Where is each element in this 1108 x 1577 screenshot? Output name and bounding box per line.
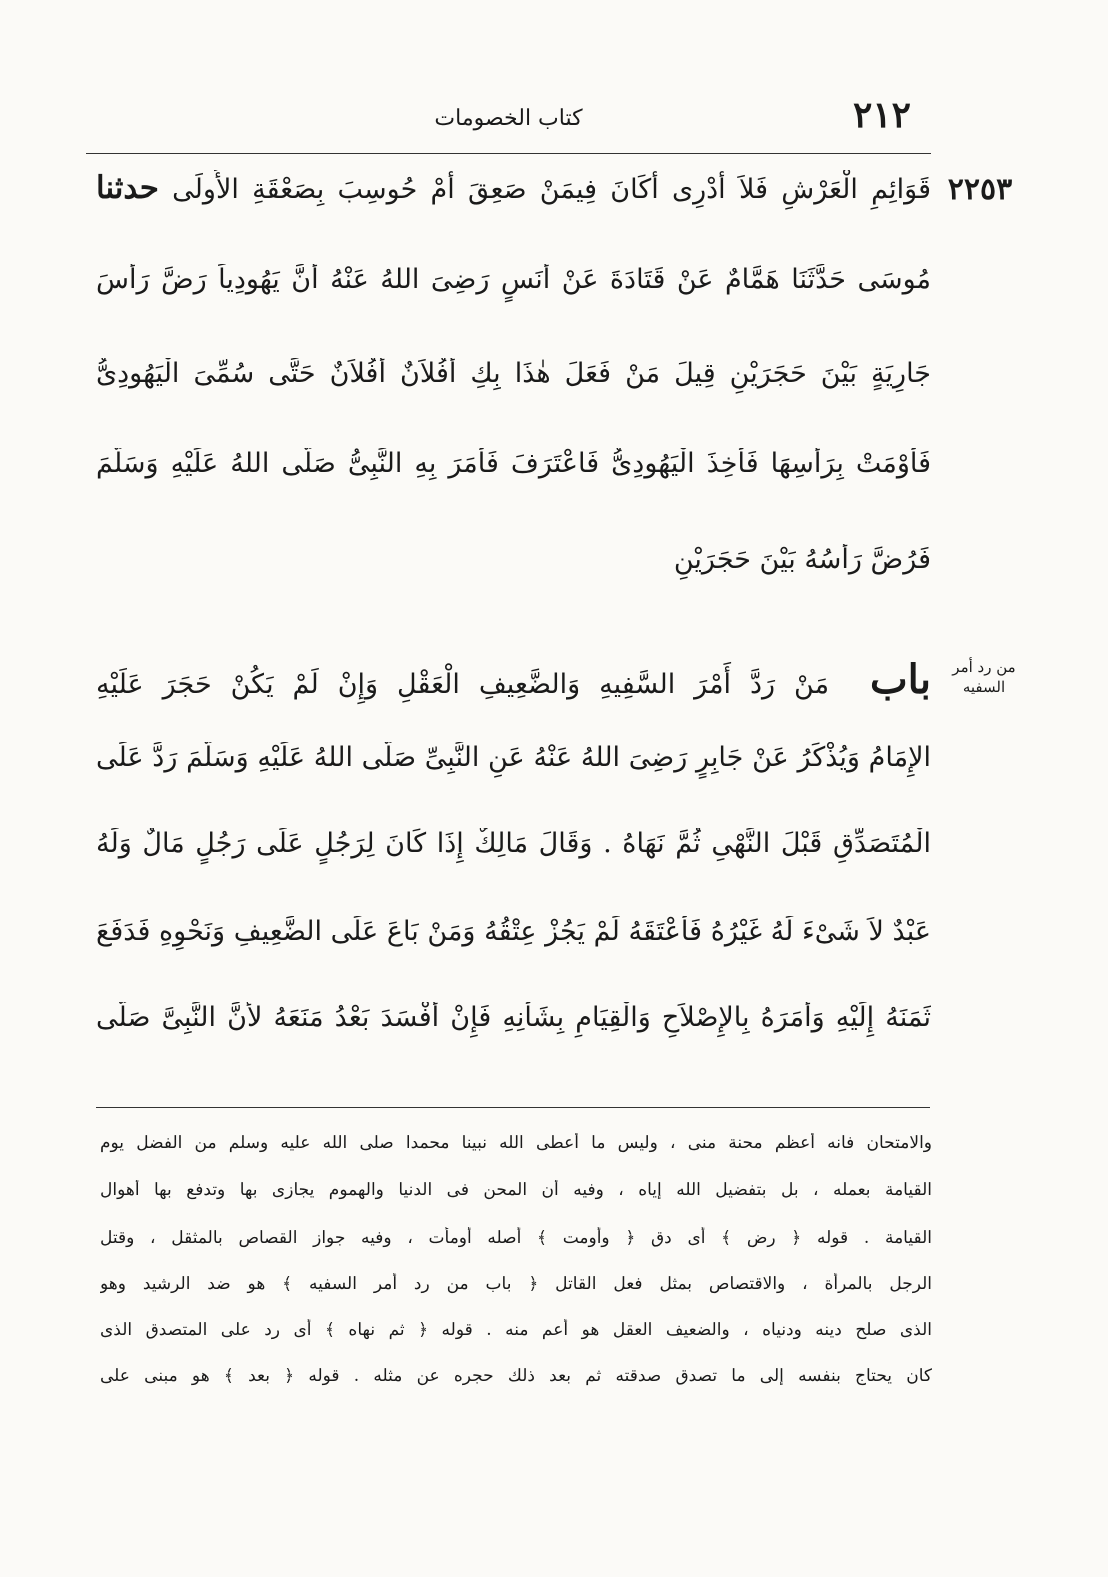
haddathana-marker: حدثنا (96, 170, 159, 206)
bab-line-text: مَنْ رَدَّ أَمْرَ السَّفِيهِ وَالضَّعِيفِ الْعَقْلِ وَإِنْ لَمْ يَكُنْ حَجَرَ عَلَيْهِ (96, 669, 830, 700)
hadith-line: فَأَوْمَتْ بِرَأْسِهَا فَأُخِذَ الْيَهُودِىُّ فَاعْتَرَفَ فَأَمَرَ بِهِ النَّبِىُّ صَلَّى اللهُ عَلَيْهِ وَسَلَّمَ (96, 448, 931, 479)
running-title: كتاب الخصومات (434, 106, 583, 131)
hadith-line: فَرُضَّ رَأْسُهُ بَيْنَ حَجَرَيْنِ (673, 544, 931, 575)
page-number: ٢١٢ (852, 94, 911, 136)
footnote-line: كان يحتاج بنفسه إلى ما تصدق صدقته ثم بعد ذلك حجره عن مثله . قوله ﴿ بعد ﴾ هو مبنى على (100, 1366, 932, 1386)
bab-line (96, 656, 931, 712)
footnote-line: والامتحان فانه أعظم محنة منى ، وليس ما أعطى الله نبينا محمدا صلى الله عليه وسلم من الفضل يوم (100, 1133, 932, 1153)
bab-line: عَبْدٌ لاَ شَىْءَ لَهُ غَيْرُهُ فَأَعْتَقَهُ لَمْ يَجُزْ عِتْقُهُ وَمَنْ بَاعَ عَلَى الضَّعِيفِ وَنَحْوِهِ فَدَفَعَ (96, 916, 931, 947)
bab-line: ثَمَنَهُ إِلَيْهِ وَأَمَرَهُ بِالإِصْلاَحِ وَالْقِيَامِ بِشَأْنِهِ فَإِنْ أَفْسَدَ بَعْدُ مَنَعَهُ لأَنَّ النَّبِىَّ صَلَّى (96, 1002, 931, 1033)
bab-line: الإِمَامُ وَيُذْكَرُ عَنْ جَابِرٍ رَضِىَ اللهُ عَنْهُ عَنِ النَّبِىِّ صَلَّى اللهُ عَلَيْهِ وَسَلَّمَ رَدَّ عَلَى (96, 742, 931, 773)
margin-note: من رد أمر السفيه (952, 658, 1016, 696)
footnote-line: القيامة . قوله ﴿ رض ﴾ أى دق ﴿ وأومت ﴾ أصله أومأت ، وفيه جواز القصاص بالمثقل ، وقتل (100, 1228, 932, 1248)
hadith-number: ٢٢٥٣ (947, 172, 1013, 207)
header-rule (86, 153, 931, 154)
footnote-line: القيامة بعمله ، بل بتفضيل الله إياه ، وفيه أن المحن فى الدنيا والهموم يجازى بها وتدفع بها أهوال (100, 1180, 932, 1200)
running-head (86, 92, 931, 148)
footnote-rule (96, 1107, 930, 1108)
hadith-line: مُوسَى حَدَّثَنَا هَمَّامٌ عَنْ قَتَادَةَ عَنْ أَنَسٍ رَضِىَ اللهُ عَنْهُ أَنَّ يَهُودِياً رَضَّ رَأْسَ (96, 264, 931, 295)
footnote-line: الرجل بالمرأة ، والاقتصاص بمثل فعل القاتل ﴿ باب من رد أمر السفيه ﴾ هو ضد الرشيد وهو (100, 1274, 932, 1294)
footnote-line: الذى صلح دينه ودنياه ، والضعيف العقل هو أعم منه . قوله ﴿ ثم نهاه ﴾ أى رد على المتصدق الذى (100, 1320, 932, 1340)
hadith-text (96, 170, 931, 620)
bab-text (96, 656, 931, 1096)
footnotes (100, 1133, 932, 1413)
hadith-line-text: قَوَائِمِ الْعَرْشِ فَلاَ أَدْرِى أَكَانَ فِيمَنْ صَعِقَ أَمْ حُوسِبَ بِصَعْقَةِ الأُولَى (172, 174, 931, 205)
hadith-line (96, 170, 931, 226)
hadith-line: جَارِيَةٍ بَيْنَ حَجَرَيْنِ قِيلَ مَنْ فَعَلَ هٰذَا بِكِ أَفُلاَنٌ أَفُلاَنٌ حَتَّى سُمِّىَ الْيَهُودِىُّ (96, 358, 931, 389)
bab-line: الْمُتَصَدِّقِ قَبْلَ النَّهْىِ ثُمَّ نَهَاهُ . وَقَالَ مَالِكٌ إِذَا كَانَ لِرَجُلٍ عَلَى رَجُلٍ مَالٌ وَلَهُ (96, 828, 931, 859)
bab-marker: باب (870, 656, 931, 703)
